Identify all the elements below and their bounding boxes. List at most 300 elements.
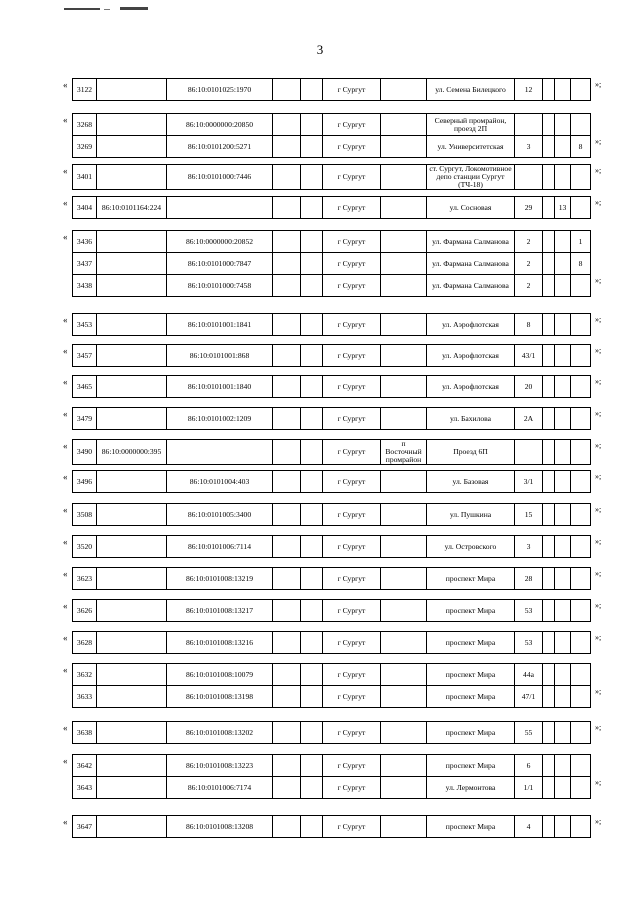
cell-house: 2 (515, 253, 543, 275)
open-quote-mark: « (63, 601, 68, 611)
cell-blank-2 (301, 755, 323, 777)
cell-house: 12 (515, 79, 543, 101)
close-quote-mark: »; (595, 315, 602, 324)
cell-row-id: 3268 (73, 114, 97, 136)
cell-house (515, 165, 543, 190)
cell-cadastral-a (97, 536, 167, 558)
cell-building (555, 686, 571, 708)
open-quote-mark: « (63, 441, 68, 451)
cell-row-id: 3401 (73, 165, 97, 190)
cell-building (555, 314, 571, 336)
cell-building: 13 (555, 197, 571, 219)
table-row (73, 755, 591, 777)
cell-cadastral-a (97, 253, 167, 275)
cell-cadastral-b: 86:10:0101008:10079 (167, 664, 273, 686)
cell-street: проспект Мира (427, 664, 515, 686)
open-quote-mark: « (63, 756, 68, 766)
cell-city: г Сургут (323, 686, 381, 708)
cell-city: г Сургут (323, 275, 381, 297)
cell-house: 47/1 (515, 686, 543, 708)
registry-entry-table (72, 754, 591, 799)
cell-apartment (571, 686, 591, 708)
cell-district (381, 600, 427, 622)
cell-row-id: 3643 (73, 777, 97, 799)
close-quote-mark: »; (595, 346, 602, 355)
cell-blank-1 (273, 600, 301, 622)
cell-cadastral-a (97, 408, 167, 430)
cell-street: проспект Мира (427, 568, 515, 590)
cell-district (381, 114, 427, 136)
cell-apartment (571, 197, 591, 219)
cell-apartment (571, 816, 591, 838)
cell-blank-1 (273, 440, 301, 465)
cell-street: ул. Аэрофлотская (427, 345, 515, 367)
cell-house: 2А (515, 408, 543, 430)
cell-blank-2 (301, 231, 323, 253)
registry-entry-table (72, 113, 591, 158)
cell-cadastral-a (97, 816, 167, 838)
cell-house: 28 (515, 568, 543, 590)
table-row (73, 600, 591, 622)
cell-apartment (571, 632, 591, 654)
registry-entry-table (72, 78, 591, 101)
cell-building (555, 165, 571, 190)
close-quote-mark: »; (595, 778, 602, 787)
cell-blank-3 (543, 600, 555, 622)
cell-blank-2 (301, 197, 323, 219)
cell-blank-2 (301, 165, 323, 190)
cell-row-id: 3642 (73, 755, 97, 777)
cell-street: ул. Островского (427, 536, 515, 558)
cell-blank-1 (273, 816, 301, 838)
cell-house: 20 (515, 376, 543, 398)
cell-cadastral-a (97, 777, 167, 799)
cell-blank-2 (301, 114, 323, 136)
registry-entry-table (72, 164, 591, 190)
cell-blank-2 (301, 816, 323, 838)
cell-house: 2 (515, 275, 543, 297)
cell-blank-2 (301, 600, 323, 622)
cell-house: 3 (515, 136, 543, 158)
cell-district (381, 275, 427, 297)
cell-building (555, 536, 571, 558)
cell-city: г Сургут (323, 114, 381, 136)
table-row (73, 114, 591, 136)
cell-cadastral-b: 86:10:0000000:20850 (167, 114, 273, 136)
cell-blank-3 (543, 114, 555, 136)
cell-blank-1 (273, 664, 301, 686)
cell-row-id: 3508 (73, 504, 97, 526)
table-row (73, 408, 591, 430)
cell-district (381, 632, 427, 654)
cell-apartment (571, 504, 591, 526)
cell-cadastral-b (167, 197, 273, 219)
cell-city: г Сургут (323, 197, 381, 219)
cell-district (381, 197, 427, 219)
cell-blank-2 (301, 345, 323, 367)
cell-city: г Сургут (323, 632, 381, 654)
close-quote-mark: »; (595, 537, 602, 546)
cell-house: 53 (515, 600, 543, 622)
cell-blank-3 (543, 376, 555, 398)
cell-building (555, 253, 571, 275)
cell-street: Проезд 6П (427, 440, 515, 465)
cell-cadastral-a (97, 114, 167, 136)
cell-cadastral-a: 86:10:0101164:224 (97, 197, 167, 219)
cell-street: Северный промрайон, проезд 2П (427, 114, 515, 136)
cell-house: 4 (515, 816, 543, 838)
close-quote-mark: »; (595, 377, 602, 386)
registry-entry-table (72, 721, 591, 744)
cell-cadastral-b: 86:10:0101008:13223 (167, 755, 273, 777)
cell-city: г Сургут (323, 722, 381, 744)
open-quote-mark: « (63, 115, 68, 125)
cell-blank-1 (273, 136, 301, 158)
cell-apartment (571, 275, 591, 297)
cell-blank-2 (301, 536, 323, 558)
cell-cadastral-b (167, 440, 273, 465)
cell-street: ул. Бахилова (427, 408, 515, 430)
cell-district (381, 777, 427, 799)
cell-blank-3 (543, 777, 555, 799)
cell-apartment (571, 440, 591, 465)
cell-apartment (571, 664, 591, 686)
cell-blank-3 (543, 504, 555, 526)
cell-cadastral-b: 86:10:0101008:13198 (167, 686, 273, 708)
table-row (73, 568, 591, 590)
table-row (73, 197, 591, 219)
cell-street: ул. Семена Билецкого (427, 79, 515, 101)
cell-building (555, 440, 571, 465)
table-row (73, 376, 591, 398)
cell-blank-3 (543, 471, 555, 493)
table-row (73, 722, 591, 744)
cell-blank-1 (273, 536, 301, 558)
cell-cadastral-b: 86:10:0101008:13217 (167, 600, 273, 622)
cell-cadastral-b: 86:10:0101025:1970 (167, 79, 273, 101)
cell-blank-3 (543, 632, 555, 654)
cell-cadastral-b: 86:10:0101006:7114 (167, 536, 273, 558)
cell-street: ул. Аэрофлотская (427, 376, 515, 398)
cell-row-id: 3437 (73, 253, 97, 275)
cell-row-id: 3490 (73, 440, 97, 465)
cell-apartment: 8 (571, 253, 591, 275)
cell-building (555, 408, 571, 430)
close-quote-mark: »; (595, 687, 602, 696)
cell-district (381, 136, 427, 158)
open-quote-mark: « (63, 569, 68, 579)
cell-street: ст. Сургут, Локомотивное депо станции Сургут (ТЧ-18) (427, 165, 515, 190)
cell-blank-3 (543, 345, 555, 367)
registry-entry-table (72, 631, 591, 654)
cell-cadastral-a (97, 165, 167, 190)
close-quote-mark: »; (595, 409, 602, 418)
cell-cadastral-a (97, 504, 167, 526)
cell-city: г Сургут (323, 816, 381, 838)
cell-blank-2 (301, 686, 323, 708)
table-row (73, 664, 591, 686)
close-quote-mark: »; (595, 276, 602, 285)
registry-entry-table (72, 663, 591, 708)
table-row (73, 275, 591, 297)
page-number: 3 (316, 42, 324, 57)
open-quote-mark: « (63, 723, 68, 733)
cell-blank-3 (543, 816, 555, 838)
cell-house: 44а (515, 664, 543, 686)
registry-entry-table (72, 375, 591, 398)
cell-cadastral-b: 86:10:0101004:403 (167, 471, 273, 493)
table-row (73, 686, 591, 708)
registry-entry-table (72, 503, 591, 526)
registry-entry-table (72, 599, 591, 622)
cell-district (381, 722, 427, 744)
cell-street: ул. Фармана Салманова (427, 253, 515, 275)
cell-blank-1 (273, 408, 301, 430)
registry-entry-table (72, 567, 591, 590)
cell-row-id: 3457 (73, 345, 97, 367)
cell-row-id: 3626 (73, 600, 97, 622)
table-row (73, 253, 591, 275)
cell-street: проспект Мира (427, 816, 515, 838)
cell-apartment (571, 408, 591, 430)
cell-blank-2 (301, 664, 323, 686)
cell-city: г Сургут (323, 664, 381, 686)
cell-row-id: 3269 (73, 136, 97, 158)
cell-building (555, 275, 571, 297)
cell-cadastral-a (97, 664, 167, 686)
cell-apartment (571, 777, 591, 799)
table-row (73, 231, 591, 253)
cell-row-id: 3520 (73, 536, 97, 558)
close-quote-mark: »; (595, 723, 602, 732)
cell-street: ул. Лермонтова (427, 777, 515, 799)
open-quote-mark: « (63, 409, 68, 419)
cell-cadastral-a (97, 275, 167, 297)
table-row (73, 536, 591, 558)
cell-row-id: 3465 (73, 376, 97, 398)
cell-blank-3 (543, 314, 555, 336)
cell-street: ул. Базовая (427, 471, 515, 493)
cell-blank-2 (301, 504, 323, 526)
cell-blank-2 (301, 568, 323, 590)
cell-blank-1 (273, 314, 301, 336)
cell-district (381, 408, 427, 430)
cell-cadastral-a (97, 722, 167, 744)
open-quote-mark: « (63, 315, 68, 325)
cell-blank-3 (543, 79, 555, 101)
cell-blank-1 (273, 376, 301, 398)
cell-blank-1 (273, 755, 301, 777)
cell-district (381, 536, 427, 558)
cell-cadastral-a (97, 568, 167, 590)
cell-street: ул. Пушкина (427, 504, 515, 526)
cell-district (381, 253, 427, 275)
cell-district (381, 231, 427, 253)
table-row (73, 777, 591, 799)
cell-cadastral-b: 86:10:0101008:13202 (167, 722, 273, 744)
registry-entry-table (72, 815, 591, 838)
cell-blank-3 (543, 165, 555, 190)
cell-building (555, 114, 571, 136)
cell-blank-1 (273, 165, 301, 190)
cell-city: г Сургут (323, 600, 381, 622)
cell-blank-1 (273, 471, 301, 493)
cell-blank-3 (543, 253, 555, 275)
cell-row-id: 3628 (73, 632, 97, 654)
cell-house: 29 (515, 197, 543, 219)
cell-blank-2 (301, 314, 323, 336)
cell-apartment (571, 165, 591, 190)
table-row (73, 504, 591, 526)
cell-building (555, 816, 571, 838)
registry-entry-table (72, 344, 591, 367)
cell-blank-1 (273, 632, 301, 654)
cell-house: 2 (515, 231, 543, 253)
close-quote-mark: »; (595, 601, 602, 610)
cell-blank-1 (273, 197, 301, 219)
cell-blank-2 (301, 471, 323, 493)
cell-house: 3 (515, 536, 543, 558)
cell-row-id: 3436 (73, 231, 97, 253)
cell-cadastral-a (97, 376, 167, 398)
cell-street: проспект Мира (427, 686, 515, 708)
cell-cadastral-a (97, 686, 167, 708)
cell-house (515, 440, 543, 465)
cell-row-id: 3638 (73, 722, 97, 744)
cell-row-id: 3496 (73, 471, 97, 493)
open-quote-mark: « (63, 198, 68, 208)
cell-cadastral-a (97, 136, 167, 158)
cell-house: 15 (515, 504, 543, 526)
open-quote-mark: « (63, 346, 68, 356)
cell-cadastral-b: 86:10:0101000:7847 (167, 253, 273, 275)
cell-building (555, 777, 571, 799)
cell-blank-2 (301, 440, 323, 465)
cell-district (381, 755, 427, 777)
cell-cadastral-b: 86:10:0101008:13208 (167, 816, 273, 838)
cell-blank-3 (543, 664, 555, 686)
open-quote-mark: « (63, 166, 68, 176)
cell-cadastral-b: 86:10:0101001:1841 (167, 314, 273, 336)
cell-cadastral-b: 86:10:0101000:7446 (167, 165, 273, 190)
cell-district (381, 471, 427, 493)
cell-house: 3/1 (515, 471, 543, 493)
cell-district (381, 664, 427, 686)
cell-city: г Сургут (323, 536, 381, 558)
cell-row-id: 3122 (73, 79, 97, 101)
cell-cadastral-b: 86:10:0101002:1209 (167, 408, 273, 430)
cell-district (381, 79, 427, 101)
close-quote-mark: »; (595, 817, 602, 826)
cell-district (381, 686, 427, 708)
table-row (73, 816, 591, 838)
table-row (73, 345, 591, 367)
close-quote-mark: »; (595, 569, 602, 578)
cell-cadastral-a (97, 79, 167, 101)
cell-row-id: 3438 (73, 275, 97, 297)
close-quote-mark: »; (595, 441, 602, 450)
registry-entry-table (72, 535, 591, 558)
cell-street: проспект Мира (427, 755, 515, 777)
open-quote-mark: « (63, 633, 68, 643)
cell-building (555, 345, 571, 367)
cell-house: 6 (515, 755, 543, 777)
cell-blank-3 (543, 136, 555, 158)
cell-cadastral-a (97, 314, 167, 336)
cell-row-id: 3623 (73, 568, 97, 590)
cell-blank-1 (273, 275, 301, 297)
open-quote-mark: « (63, 377, 68, 387)
registry-entry-table (72, 230, 591, 297)
cell-house: 53 (515, 632, 543, 654)
cell-district (381, 376, 427, 398)
cell-row-id: 3647 (73, 816, 97, 838)
cell-district: п Восточный промрайон (381, 440, 427, 465)
close-quote-mark: »; (595, 472, 602, 481)
cell-cadastral-b: 86:10:0101001:868 (167, 345, 273, 367)
cell-cadastral-a (97, 231, 167, 253)
cell-row-id: 3479 (73, 408, 97, 430)
cell-city: г Сургут (323, 408, 381, 430)
close-quote-mark: »; (595, 633, 602, 642)
table-row (73, 314, 591, 336)
cell-street: ул. Фармана Салманова (427, 231, 515, 253)
cell-apartment: 1 (571, 231, 591, 253)
cell-row-id: 3404 (73, 197, 97, 219)
cell-house (515, 114, 543, 136)
cell-building (555, 632, 571, 654)
cell-building (555, 231, 571, 253)
cell-district (381, 568, 427, 590)
cell-city: г Сургут (323, 504, 381, 526)
registry-entry-table (72, 470, 591, 493)
cell-city: г Сургут (323, 345, 381, 367)
cell-blank-2 (301, 253, 323, 275)
cell-district (381, 314, 427, 336)
cell-blank-1 (273, 114, 301, 136)
cell-building (555, 79, 571, 101)
scan-stamp-mark (64, 6, 164, 12)
table-row (73, 632, 591, 654)
cell-city: г Сургут (323, 471, 381, 493)
cell-blank-1 (273, 504, 301, 526)
cell-blank-2 (301, 79, 323, 101)
cell-apartment (571, 568, 591, 590)
cell-blank-3 (543, 686, 555, 708)
cell-cadastral-b: 86:10:0101008:13216 (167, 632, 273, 654)
cell-cadastral-b: 86:10:0101008:13219 (167, 568, 273, 590)
cell-blank-3 (543, 197, 555, 219)
cell-blank-2 (301, 632, 323, 654)
cell-apartment (571, 314, 591, 336)
cell-row-id: 3632 (73, 664, 97, 686)
registry-entry-table (72, 196, 591, 219)
cell-house: 8 (515, 314, 543, 336)
open-quote-mark: « (63, 80, 68, 90)
cell-street: ул. Фармана Салманова (427, 275, 515, 297)
close-quote-mark: »; (595, 505, 602, 514)
open-quote-mark: « (63, 232, 68, 242)
close-quote-mark: »; (595, 166, 602, 175)
table-row (73, 79, 591, 101)
cell-blank-1 (273, 777, 301, 799)
cell-building (555, 136, 571, 158)
cell-blank-3 (543, 231, 555, 253)
cell-blank-3 (543, 408, 555, 430)
cell-row-id: 3633 (73, 686, 97, 708)
cell-cadastral-b: 86:10:0101005:3400 (167, 504, 273, 526)
cell-street: проспект Мира (427, 600, 515, 622)
